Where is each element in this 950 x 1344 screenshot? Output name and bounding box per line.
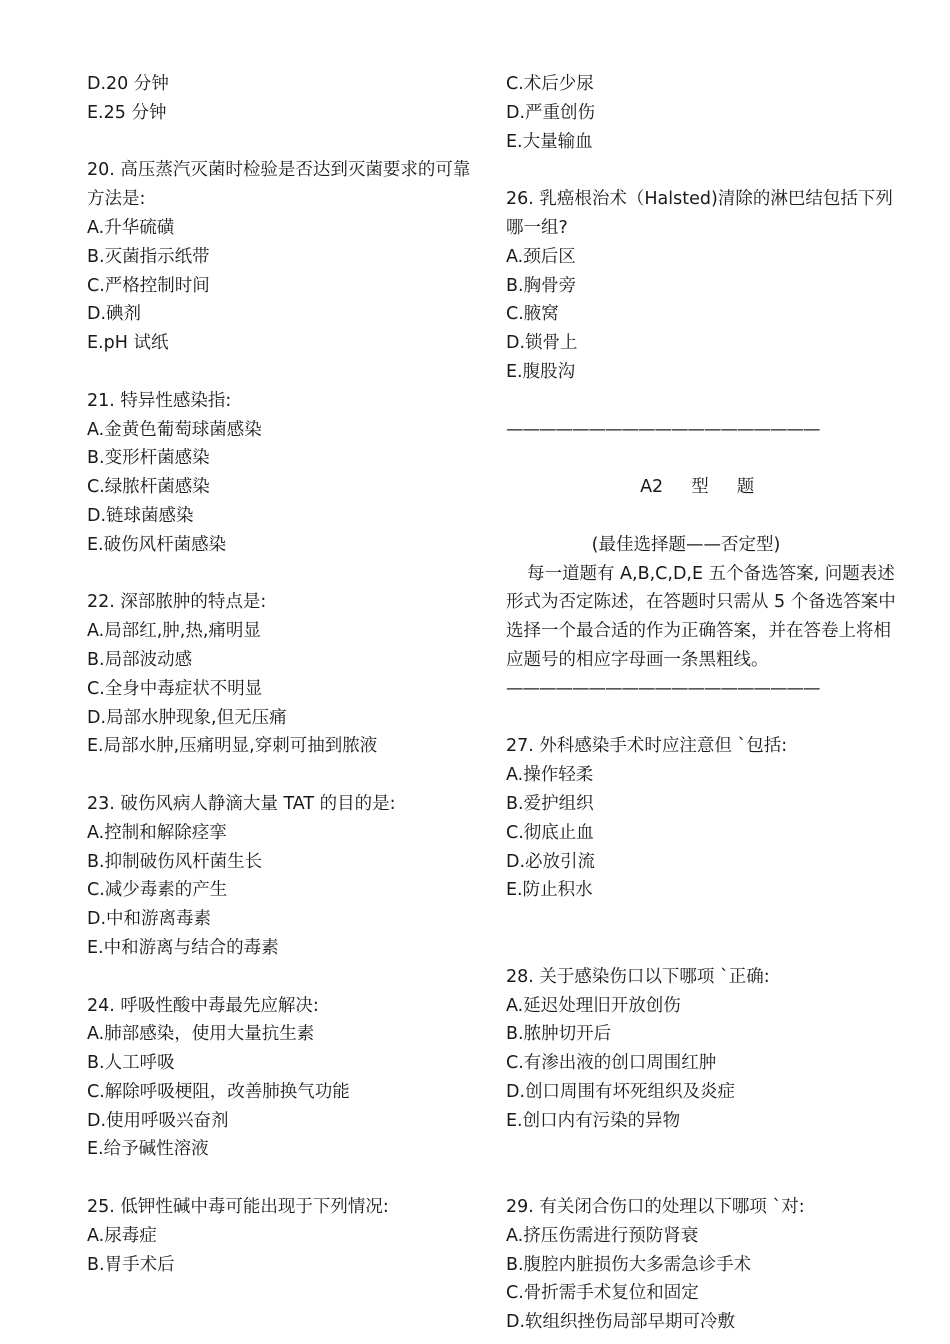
question-25-stem: 25. 低钾性碱中毒可能出现于下列情况: (87, 1197, 389, 1218)
question-28-stem: 28. 关于感染伤口以下哪项 `正确: (506, 966, 770, 987)
option-item: D.创口周围有坏死组织及炎症 (506, 1081, 736, 1102)
option-item: C.有渗出液的创口周围红肿 (506, 1053, 717, 1074)
option-item: C.骨折需手术复位和固定 (506, 1283, 699, 1304)
option-item: A.颈后区 (506, 246, 576, 267)
option-item: E.25 分钟 (87, 102, 167, 123)
option-item: A.金黄色葡萄球菌感染 (87, 419, 262, 440)
option-item: C.严格控制时间 (87, 275, 210, 296)
option-item: E.局部水肿,压痛明显,穿刺可抽到脓液 (87, 736, 378, 757)
section-divider-top: ——————————————————— (506, 419, 820, 440)
option-item: B.胃手术后 (87, 1254, 175, 1275)
option-item: E.大量输血 (506, 131, 593, 152)
question-20-stem: 20. 高压蒸汽灭菌时检验是否达到灭菌要求的可靠方法是: (87, 160, 471, 210)
section-divider-bottom: ——————————————————— (506, 678, 820, 699)
option-item: D.链球菌感染 (87, 505, 194, 526)
option-item: B.灭菌指示纸带 (87, 246, 210, 267)
option-item: B.脓肿切开后 (506, 1024, 612, 1045)
option-item: E.给予碱性溶液 (87, 1139, 209, 1160)
option-item: B.腹腔内脏损伤大多需急诊手术 (506, 1254, 752, 1275)
option-item: A.控制和解除痉挛 (87, 822, 227, 843)
option-item: B.变形杆菌感染 (87, 448, 210, 469)
question-24-stem: 24. 呼吸性酸中毒最先应解决: (87, 995, 319, 1016)
option-item: B.胸骨旁 (506, 275, 577, 296)
option-item: D.局部水肿现象,但无压痛 (87, 707, 287, 728)
option-item: D.使用呼吸兴奋剂 (87, 1110, 229, 1131)
option-item: A.挤压伤需进行预防肾衰 (506, 1225, 699, 1246)
option-item: D.20 分钟 (87, 74, 169, 94)
option-item: A.延迟处理旧开放创伤 (506, 995, 681, 1016)
left-column (87, 70, 482, 1279)
option-item: C.彻底止血 (506, 822, 594, 843)
option-item: A.升华硫磺 (87, 217, 175, 238)
section-title (506, 444, 866, 530)
question-29-stem: 29. 有关闭合伤口的处理以下哪项 `对: (506, 1197, 805, 1218)
question-22-stem: 22. 深部脓肿的特点是: (87, 592, 267, 613)
option-item: B.人工呼吸 (87, 1053, 175, 1074)
question-23-stem: 23. 破伤风病人静滴大量 TAT 的目的是: (87, 793, 396, 814)
option-item: B.爱护组织 (506, 793, 594, 814)
section-title-part: 型 (691, 477, 709, 498)
option-item: B.抑制破伤风杆菌生长 (87, 851, 263, 872)
option-item: A.尿毒症 (87, 1225, 157, 1246)
option-item: C.术后少尿 (506, 74, 594, 94)
option-item: E.pH 试纸 (87, 333, 169, 354)
option-item: E.创口内有污染的异物 (506, 1110, 681, 1131)
option-item: D.软组织挫伤局部早期可冷敷 (506, 1312, 736, 1333)
option-item: D.中和游离毒素 (87, 909, 212, 930)
question-27-stem: 27. 外科感染手术时应注意但 `包括: (506, 736, 788, 757)
question-21-stem: 21. 特异性感染指: (87, 390, 232, 411)
option-item: C.减少毒素的产生 (87, 880, 228, 901)
option-item: A.局部红,肿,热,痛明显 (87, 621, 261, 642)
section-title-part: 题 (736, 477, 755, 498)
option-item: A.操作轻柔 (506, 765, 594, 786)
option-item: C.全身中毒症状不明显 (87, 678, 263, 699)
option-item: E.防止积水 (506, 880, 593, 901)
question-26-stem: 26. 乳癌根治术（Halsted)清除的淋巴结包括下列哪一组? (506, 189, 893, 238)
option-item: D.严重创伤 (506, 102, 596, 123)
section-instructions: 每一道题有 A,B,C,D,E 五个备选答案, 问题表述形式为否定陈述，在答题时只需从 5 个备选答案中选择一个最合适的作为正确答案，并在答卷上将相应题号的相应字母画一条黑粗线。 (506, 563, 896, 670)
option-item: C.绿脓杆菌感染 (87, 477, 210, 498)
section-title-part: A2 (640, 477, 664, 498)
section-subtitle: (最佳选择题——否定型) (591, 534, 781, 555)
option-item: E.破伤风杆菌感染 (87, 534, 227, 555)
option-item: E.腹股沟 (506, 361, 576, 382)
option-item: D.必放引流 (506, 851, 596, 872)
option-item: E.中和游离与结合的毒素 (87, 937, 279, 958)
option-item: C.解除呼吸梗阻，改善肺换气功能 (87, 1081, 350, 1102)
option-item: D.碘剂 (87, 304, 142, 325)
option-item: C.腋窝 (506, 304, 559, 325)
option-item: A.肺部感染，使用大量抗生素 (87, 1024, 315, 1045)
option-item: B.局部波动感 (87, 649, 193, 670)
option-item: D.锁骨上 (506, 333, 578, 354)
right-column (506, 70, 906, 1337)
